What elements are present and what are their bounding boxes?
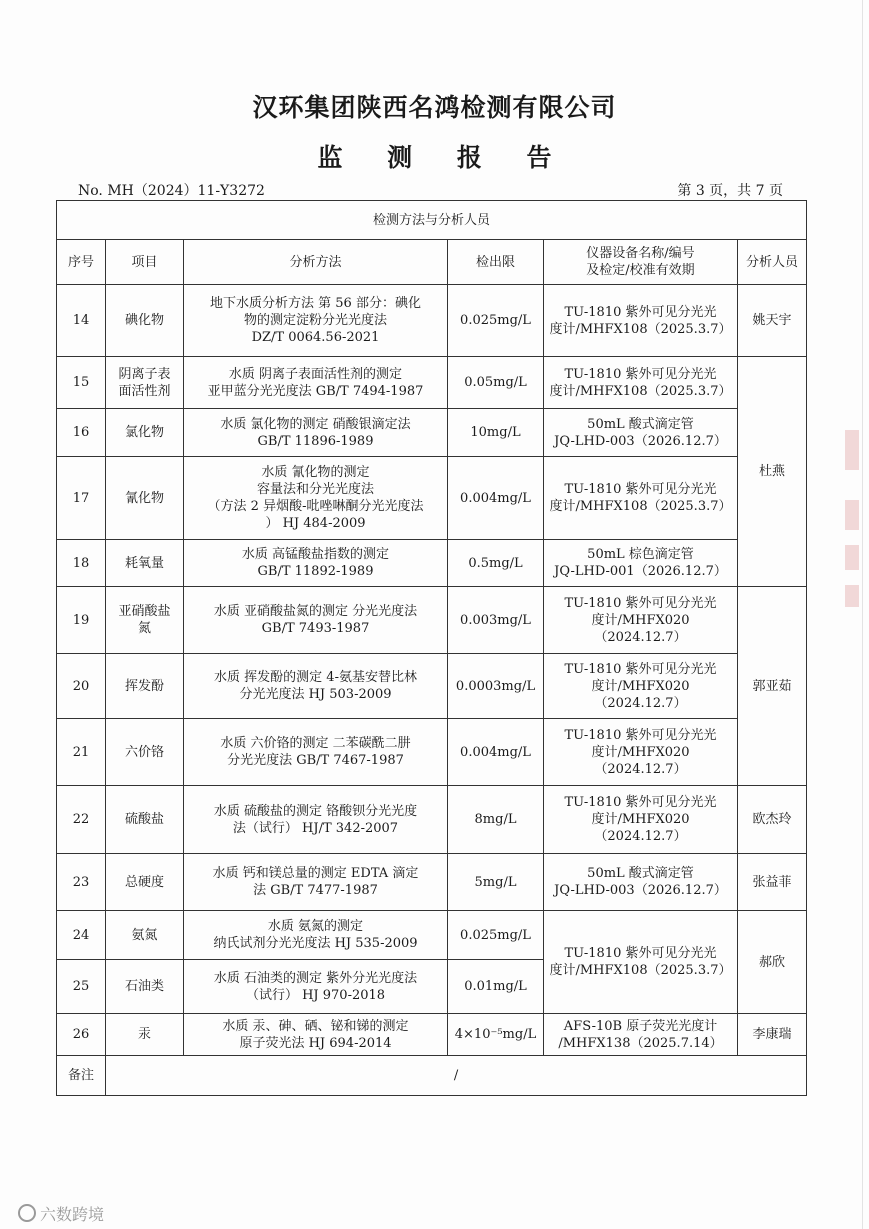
row-item: 氯化物 [106, 409, 184, 457]
row-equipment: 50mL 棕色滴定管 JQ-LHD-001（2026.12.7） [544, 540, 738, 587]
row-method: 水质 高锰酸盐指数的测定 GB/T 11892-1989 [184, 540, 448, 587]
section-title-row [57, 201, 807, 240]
row-analyst: 李康瑞 [738, 1014, 807, 1056]
row-method: 水质 六价铬的测定 二苯碳酰二肼 分光光度法 GB/T 7467-1987 [184, 719, 448, 786]
page-edge-line [862, 0, 863, 1229]
row-no: 20 [57, 654, 106, 719]
row-method: 地下水质分析方法 第 56 部分：碘化 物的测定淀粉分光光度法 DZ/T 0064.56-2021 [184, 285, 448, 357]
remark-value: / [106, 1056, 807, 1096]
row-item: 石油类 [106, 960, 184, 1014]
row-limit: 0.003mg/L [448, 587, 544, 654]
row-equipment: 50mL 酸式滴定管 JQ-LHD-003（2026.12.7） [544, 409, 738, 457]
watermark-text: 六数跨境 [40, 1205, 105, 1224]
report-number: No. MH（2024）11-Y3272 [78, 183, 265, 199]
company-name: 汉环集团陕西名鸿检测有限公司 [252, 93, 617, 122]
report-title: 监 测 报 告 [317, 143, 570, 172]
row-item: 挥发酚 [106, 654, 184, 719]
section-title: 检测方法与分析人员 [57, 201, 807, 240]
seal-edge-mark [845, 430, 859, 470]
seal-edge-mark [845, 585, 859, 607]
header-item: 项目 [106, 240, 184, 285]
row-method: 水质 挥发酚的测定 4-氨基安替比林 分光光度法 HJ 503-2009 [184, 654, 448, 719]
row-no: 23 [57, 854, 106, 911]
row-item: 汞 [106, 1014, 184, 1056]
table-row [57, 587, 807, 654]
remark-row [57, 1056, 807, 1096]
row-method: 水质 汞、砷、硒、铋和锑的测定 原子荧光法 HJ 694-2014 [184, 1014, 448, 1056]
row-limit: 0.025mg/L [448, 911, 544, 960]
table-row [57, 1014, 807, 1056]
header-equipment: 仪器设备名称/编号 及检定/校准有效期 [544, 240, 738, 285]
row-equipment: TU-1810 紫外可见分光光 度计/MHFX020 （2024.12.7） [544, 587, 738, 654]
row-item: 阴离子表 面活性剂 [106, 357, 184, 409]
table-row [57, 540, 807, 587]
row-equipment: AFS-10B 原子荧光光度计 /MHFX138（2025.7.14） [544, 1014, 738, 1056]
methods-table [56, 200, 807, 1096]
row-no: 15 [57, 357, 106, 409]
row-analyst: 郝欣 [738, 911, 807, 1014]
table-row [57, 457, 807, 540]
table-row [57, 409, 807, 457]
row-limit: 4×10⁻⁵mg/L [448, 1014, 544, 1056]
row-item: 碘化物 [106, 285, 184, 357]
row-item: 耗氧量 [106, 540, 184, 587]
row-item: 亚硝酸盐 氮 [106, 587, 184, 654]
row-method: 水质 钙和镁总量的测定 EDTA 滴定 法 GB/T 7477-1987 [184, 854, 448, 911]
row-no: 18 [57, 540, 106, 587]
row-analyst: 杜燕 [738, 357, 807, 587]
row-no: 26 [57, 1014, 106, 1056]
row-limit: 0.0003mg/L [448, 654, 544, 719]
row-method: 水质 石油类的测定 紫外分光光度法 （试行） HJ 970-2018 [184, 960, 448, 1014]
row-equipment: TU-1810 紫外可见分光光 度计/MHFX108（2025.3.7） [544, 357, 738, 409]
row-no: 24 [57, 911, 106, 960]
row-method: 水质 氨氮的测定 纳氏试剂分光光度法 HJ 535-2009 [184, 911, 448, 960]
row-analyst: 张益菲 [738, 854, 807, 911]
row-no: 19 [57, 587, 106, 654]
row-method: 水质 氯化物的测定 硝酸银滴定法 GB/T 11896-1989 [184, 409, 448, 457]
row-limit: 8mg/L [448, 786, 544, 854]
row-equipment: TU-1810 紫外可见分光光 度计/MHFX020 （2024.12.7） [544, 654, 738, 719]
row-method: 水质 亚硝酸盐氮的测定 分光光度法 GB/T 7493-1987 [184, 587, 448, 654]
row-item: 硫酸盐 [106, 786, 184, 854]
header-method: 分析方法 [184, 240, 448, 285]
row-equipment: TU-1810 紫外可见分光光 度计/MHFX020 （2024.12.7） [544, 786, 738, 854]
row-limit: 0.004mg/L [448, 457, 544, 540]
table-row [57, 911, 807, 960]
header-row [57, 240, 807, 285]
watermark-logo-icon [18, 1204, 36, 1222]
row-limit: 0.5mg/L [448, 540, 544, 587]
row-limit: 5mg/L [448, 854, 544, 911]
table-row [57, 719, 807, 786]
row-item: 总硬度 [106, 854, 184, 911]
page-indicator: 第 3 页，共 7 页 [677, 183, 783, 199]
table-row [57, 786, 807, 854]
row-equipment: TU-1810 紫外可见分光光 度计/MHFX108（2025.3.7） [544, 911, 738, 1014]
table-row [57, 854, 807, 911]
row-limit: 0.004mg/L [448, 719, 544, 786]
table-row [57, 357, 807, 409]
row-limit: 0.01mg/L [448, 960, 544, 1014]
row-limit: 0.025mg/L [448, 285, 544, 357]
row-limit: 0.05mg/L [448, 357, 544, 409]
row-no: 17 [57, 457, 106, 540]
row-method: 水质 硫酸盐的测定 铬酸钡分光光度 法（试行） HJ/T 342-2007 [184, 786, 448, 854]
row-no: 16 [57, 409, 106, 457]
table-row [57, 654, 807, 719]
watermark [18, 1202, 104, 1225]
row-equipment: TU-1810 紫外可见分光光 度计/MHFX108（2025.3.7） [544, 457, 738, 540]
header-limit: 检出限 [448, 240, 544, 285]
row-method: 水质 氰化物的测定 容量法和分光光度法 （方法 2 异烟酸-吡唑啉酮分光光度法 ） HJ 484-2009 [184, 457, 448, 540]
row-item: 氰化物 [106, 457, 184, 540]
row-analyst: 欧杰玲 [738, 786, 807, 854]
row-analyst: 郭亚茹 [738, 587, 807, 786]
header-analyst: 分析人员 [738, 240, 807, 285]
seal-edge-mark [845, 545, 859, 570]
remark-label: 备注 [57, 1056, 106, 1096]
row-analyst: 姚天宇 [738, 285, 807, 357]
row-no: 22 [57, 786, 106, 854]
row-limit: 10mg/L [448, 409, 544, 457]
seal-edge-mark [845, 500, 859, 530]
row-no: 25 [57, 960, 106, 1014]
header-no: 序号 [57, 240, 106, 285]
row-item: 六价铬 [106, 719, 184, 786]
row-no: 14 [57, 285, 106, 357]
table-row [57, 285, 807, 357]
row-no: 21 [57, 719, 106, 786]
row-item: 氨氮 [106, 911, 184, 960]
row-equipment: TU-1810 紫外可见分光光 度计/MHFX108（2025.3.7） [544, 285, 738, 357]
row-equipment: TU-1810 紫外可见分光光 度计/MHFX020 （2024.12.7） [544, 719, 738, 786]
row-method: 水质 阴离子表面活性剂的测定 亚甲蓝分光光度法 GB/T 7494-1987 [184, 357, 448, 409]
row-equipment: 50mL 酸式滴定管 JQ-LHD-003（2026.12.7） [544, 854, 738, 911]
